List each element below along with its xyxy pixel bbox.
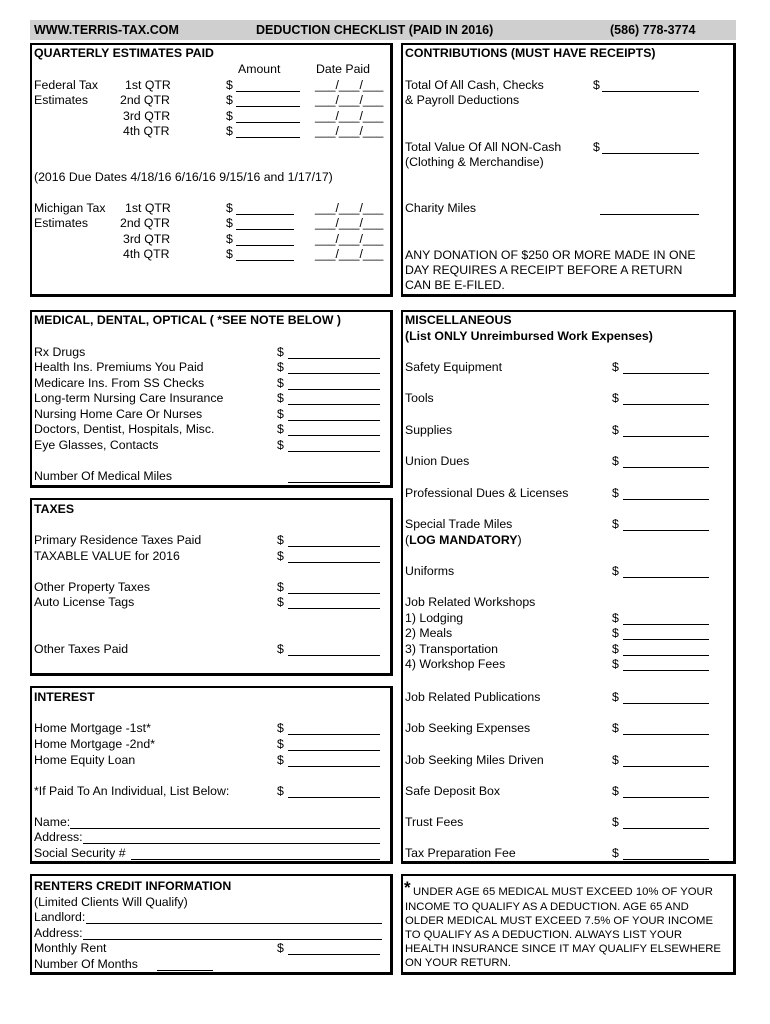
renters-address-field[interactable]: [83, 939, 382, 940]
federal-q4-date-field[interactable]: ___/___/___: [315, 124, 384, 138]
michigan-label: Michigan Tax: [34, 201, 106, 215]
individual-label: *If Paid To An Individual, List Below:: [34, 784, 230, 798]
mortgage-1st-field[interactable]: [288, 734, 380, 735]
medical-item-label: Rx Drugs: [34, 345, 86, 359]
misc-dollar: $: [612, 815, 619, 829]
interest-item-label: Home Mortgage -2nd*: [34, 737, 155, 751]
tax-prep-fee-field[interactable]: [623, 859, 709, 860]
tax-dollar: $: [277, 642, 284, 656]
date-paid-header: Date Paid: [316, 62, 371, 76]
tax-item-label: Primary Residence Taxes Paid: [34, 533, 202, 547]
federal-qtr-label: 4th QTR: [123, 124, 170, 138]
tax-dollar: $: [277, 549, 284, 563]
medical-note-5: HEALTH INSURANCE SINCE IT MAY QUALIFY ELSEWHERE: [405, 943, 721, 955]
workshop-item-label: 4) Workshop Fees: [405, 657, 506, 671]
mortgage-2nd-field[interactable]: [288, 750, 380, 751]
trade-miles-field[interactable]: [623, 530, 709, 531]
meals-field[interactable]: [623, 639, 709, 640]
name-field[interactable]: [70, 828, 380, 829]
supplies-field[interactable]: [623, 436, 709, 437]
taxable-value-field[interactable]: [288, 562, 380, 563]
misc-item-label: Supplies: [405, 423, 453, 437]
website: WWW.TERRIS-TAX.COM: [34, 23, 179, 37]
michigan-label-2: Estimates: [34, 216, 88, 230]
medical-item-label: Health Ins. Premiums You Paid: [34, 360, 204, 374]
interest-title: INTEREST: [34, 690, 95, 704]
michigan-qtr-label: 4th QTR: [123, 247, 170, 261]
misc-dollar: $: [612, 360, 619, 374]
federal-q4-amount-field[interactable]: [236, 137, 300, 138]
misc-dollar: $: [612, 564, 619, 578]
eyeglasses-field[interactable]: [288, 451, 380, 452]
federal-q1-amount-field[interactable]: [236, 91, 300, 92]
taxes-title: TAXES: [34, 502, 75, 516]
health-premiums-field[interactable]: [288, 373, 380, 374]
miscellaneous-section: [401, 310, 736, 864]
misc-dollar: $: [612, 690, 619, 704]
federal-label: Federal Tax: [34, 78, 99, 92]
contributions-title: CONTRIBUTIONS (MUST HAVE RECEIPTS): [405, 46, 656, 60]
misc-item-label: Union Dues: [405, 454, 470, 468]
nursing-home-field[interactable]: [288, 420, 380, 421]
union-dues-field[interactable]: [623, 467, 709, 468]
misc-title: MISCELLANEOUS: [405, 313, 512, 327]
interest-dollar: $: [277, 753, 284, 767]
federal-q2-dollar: $: [226, 93, 233, 107]
safety-equipment-field[interactable]: [623, 373, 709, 374]
misc-dollar: $: [612, 846, 619, 860]
misc-item-label: Job Related Publications: [405, 690, 541, 704]
workshop-item-label: 1) Lodging: [405, 611, 464, 625]
medical-note-3: OLDER MEDICAL MUST EXCEED 7.5% OF YOUR INCOME: [405, 915, 714, 927]
michigan-q3-date-field[interactable]: ___/___/___: [315, 232, 384, 246]
michigan-q2-date-field[interactable]: ___/___/___: [315, 216, 384, 230]
misc-subtitle: (List ONLY Unreimbursed Work Expenses): [405, 329, 653, 343]
cash-contributions-field[interactable]: [602, 91, 699, 92]
lodging-field[interactable]: [623, 624, 709, 625]
medical-item-label: Nursing Home Care Or Nurses: [34, 407, 203, 421]
federal-q4-dollar: $: [226, 124, 233, 138]
federal-q3-dollar: $: [226, 109, 233, 123]
months-label: Number Of Months: [34, 957, 138, 971]
note-asterisk: *: [404, 878, 411, 897]
federal-q2-date-field[interactable]: ___/___/___: [315, 93, 384, 107]
noncash-label-2: (Clothing & Merchandise): [405, 155, 544, 169]
medical-dollar: $: [277, 345, 284, 359]
misc-item-label: Special Trade Miles: [405, 517, 513, 531]
rx-drugs-field[interactable]: [288, 358, 380, 359]
medical-title: MEDICAL, DENTAL, OPTICAL ( *SEE NOTE BELOW ): [34, 313, 341, 327]
medicare-field[interactable]: [288, 389, 380, 390]
misc-dollar: $: [612, 721, 619, 735]
tax-item-label: Other Property Taxes: [34, 580, 150, 594]
cash-label: Total Of All Cash, Checks: [405, 78, 544, 92]
medical-miles-field[interactable]: [288, 482, 380, 483]
misc-item-label: Safety Equipment: [405, 360, 503, 374]
landlord-field[interactable]: [86, 923, 382, 924]
ssn-label: Social Security #: [34, 846, 126, 860]
misc-dollar: $: [612, 626, 619, 640]
misc-dollar: $: [612, 486, 619, 500]
michigan-q4-amount-field[interactable]: [236, 260, 294, 261]
donation-note: ANY DONATION OF $250 OR MORE MADE IN ONE: [405, 248, 696, 262]
medical-item-label: Eye Glasses, Contacts: [34, 438, 159, 452]
interest-section: [30, 686, 393, 864]
michigan-q1-date-field[interactable]: ___/___/___: [315, 201, 384, 215]
other-taxes-field[interactable]: [288, 655, 380, 656]
charity-miles-label: Charity Miles: [405, 201, 477, 215]
federal-qtr-label: 1st QTR: [125, 78, 171, 92]
federal-q1-date-field[interactable]: ___/___/___: [315, 78, 384, 92]
misc-item-label: Uniforms: [405, 564, 455, 578]
charity-miles-field[interactable]: [600, 214, 699, 215]
rent-dollar: $: [277, 941, 284, 955]
workshops-label: Job Related Workshops: [405, 595, 536, 609]
address-field[interactable]: [83, 843, 380, 844]
workshop-item-label: 2) Meals: [405, 626, 453, 640]
interest-dollar: $: [277, 784, 284, 798]
misc-dollar: $: [612, 517, 619, 531]
misc-dollar: $: [612, 611, 619, 625]
job-seeking-miles-field[interactable]: [623, 766, 709, 767]
tax-item-label: TAXABLE VALUE for 2016: [34, 549, 180, 563]
renters-title: RENTERS CREDIT INFORMATION: [34, 879, 232, 893]
tax-dollar: $: [277, 595, 284, 609]
renters-subtitle: (Limited Clients Will Qualify): [34, 895, 188, 909]
individual-interest-field[interactable]: [288, 797, 380, 798]
interest-dollar: $: [277, 737, 284, 751]
tax-item-label: Auto License Tags: [34, 595, 135, 609]
nursing-insurance-field[interactable]: [288, 404, 380, 405]
donation-note-3: CAN BE E-FILED.: [405, 278, 505, 292]
home-equity-field[interactable]: [288, 766, 380, 767]
months-field[interactable]: [157, 970, 213, 971]
page-title: DEDUCTION CHECKLIST (PAID IN 2016): [256, 23, 494, 37]
medical-dollar: $: [277, 391, 284, 405]
michigan-q4-dollar: $: [226, 247, 233, 261]
michigan-q3-amount-field[interactable]: [236, 245, 294, 246]
phone-number: (586) 778-3774: [610, 23, 696, 37]
address-label: Address:: [34, 830, 83, 844]
medical-note: UNDER AGE 65 MEDICAL MUST EXCEED 10% OF YOUR: [413, 886, 713, 898]
federal-q1-dollar: $: [226, 78, 233, 92]
federal-label-2: Estimates: [34, 93, 88, 107]
federal-q3-amount-field[interactable]: [236, 122, 300, 123]
misc-item-label: Job Seeking Expenses: [405, 721, 531, 735]
workshop-item-label: 3) Transportation: [405, 642, 498, 656]
quarterly-title: QUARTERLY ESTIMATES PAID: [34, 46, 214, 60]
misc-dollar: $: [612, 423, 619, 437]
michigan-q2-amount-field[interactable]: [236, 229, 294, 230]
misc-dollar: $: [612, 784, 619, 798]
tax-item-label: Other Taxes Paid: [34, 642, 129, 656]
due-dates-note: (2016 Due Dates 4/18/16 6/16/16 9/15/16 and 1/17/17): [34, 170, 333, 184]
misc-item-label: Job Seeking Miles Driven: [405, 753, 544, 767]
landlord-label: Landlord:: [34, 910, 86, 924]
federal-q2-amount-field[interactable]: [236, 106, 300, 107]
michigan-qtr-label: 2nd QTR: [120, 216, 170, 230]
misc-item-label: Safe Deposit Box: [405, 784, 501, 798]
renters-address-label: Address:: [34, 926, 83, 940]
misc-dollar: $: [612, 454, 619, 468]
michigan-q2-dollar: $: [226, 216, 233, 230]
monthly-rent-label: Monthly Rent: [34, 941, 107, 955]
misc-item-label: Professional Dues & Licenses: [405, 486, 569, 500]
noncash-contributions-field[interactable]: [602, 153, 699, 154]
medical-dollar: $: [277, 422, 284, 436]
misc-dollar: $: [612, 642, 619, 656]
workshop-fees-field[interactable]: [623, 670, 709, 671]
michigan-q4-date-field[interactable]: ___/___/___: [315, 247, 384, 261]
job-seeking-expenses-field[interactable]: [623, 734, 709, 735]
auto-license-field[interactable]: [288, 608, 380, 609]
medical-note-4: TO QUALIFY AS A DEDUCTION. ALWAYS LIST YOUR: [405, 929, 683, 941]
tax-dollar: $: [277, 580, 284, 594]
medical-item-label: Medicare Ins. From SS Checks: [34, 376, 205, 390]
misc-item-label: Tax Preparation Fee: [405, 846, 516, 860]
noncash-dollar: $: [593, 140, 600, 154]
residence-taxes-field[interactable]: [288, 546, 380, 547]
amount-header: Amount: [238, 62, 281, 76]
cash-label-2: & Payroll Deductions: [405, 93, 520, 107]
medical-item-label: Doctors, Dentist, Hospitals, Misc.: [34, 422, 215, 436]
log-mandatory-note: (LOG MANDATORY): [405, 533, 522, 547]
misc-item-label: Tools: [405, 391, 434, 405]
uniforms-field[interactable]: [623, 577, 709, 578]
interest-item-label: Home Equity Loan: [34, 753, 136, 767]
medical-dollar: $: [277, 376, 284, 390]
medical-dollar: $: [277, 438, 284, 452]
tools-field[interactable]: [623, 404, 709, 405]
interest-item-label: Home Mortgage -1st*: [34, 721, 151, 735]
medical-miles-label: Number Of Medical Miles: [34, 469, 173, 483]
publications-field[interactable]: [623, 703, 709, 704]
federal-qtr-label: 3rd QTR: [123, 109, 171, 123]
interest-dollar: $: [277, 721, 284, 735]
cash-dollar: $: [593, 78, 600, 92]
michigan-q1-amount-field[interactable]: [236, 214, 294, 215]
medical-dollar: $: [277, 407, 284, 421]
federal-q3-date-field[interactable]: ___/___/___: [315, 109, 384, 123]
medical-dollar: $: [277, 360, 284, 374]
medical-note-2: INCOME TO QUALIFY AS A DEDUCTION. AGE 65 AND: [405, 901, 689, 913]
other-property-taxes-field[interactable]: [288, 593, 380, 594]
transportation-field[interactable]: [623, 655, 709, 656]
trust-fees-field[interactable]: [623, 828, 709, 829]
medical-note-6: ON YOUR RETURN.: [405, 957, 511, 969]
misc-item-label: Trust Fees: [405, 815, 464, 829]
misc-dollar: $: [612, 391, 619, 405]
noncash-label: Total Value Of All NON-Cash: [405, 140, 562, 154]
michigan-q3-dollar: $: [226, 232, 233, 246]
misc-dollar: $: [612, 753, 619, 767]
michigan-qtr-label: 1st QTR: [125, 201, 171, 215]
federal-qtr-label: 2nd QTR: [120, 93, 170, 107]
monthly-rent-field[interactable]: [288, 954, 380, 955]
name-label: Name:: [34, 815, 71, 829]
medical-item-label: Long-term Nursing Care Insurance: [34, 391, 224, 405]
professional-dues-field[interactable]: [623, 499, 709, 500]
misc-dollar: $: [612, 657, 619, 671]
doctors-field[interactable]: [288, 435, 380, 436]
donation-note-2: DAY REQUIRES A RECEIPT BEFORE A RETURN: [405, 263, 683, 277]
michigan-qtr-label: 3rd QTR: [123, 232, 171, 246]
tax-dollar: $: [277, 533, 284, 547]
ssn-field[interactable]: [131, 859, 380, 860]
michigan-q1-dollar: $: [226, 201, 233, 215]
safe-deposit-field[interactable]: [623, 797, 709, 798]
